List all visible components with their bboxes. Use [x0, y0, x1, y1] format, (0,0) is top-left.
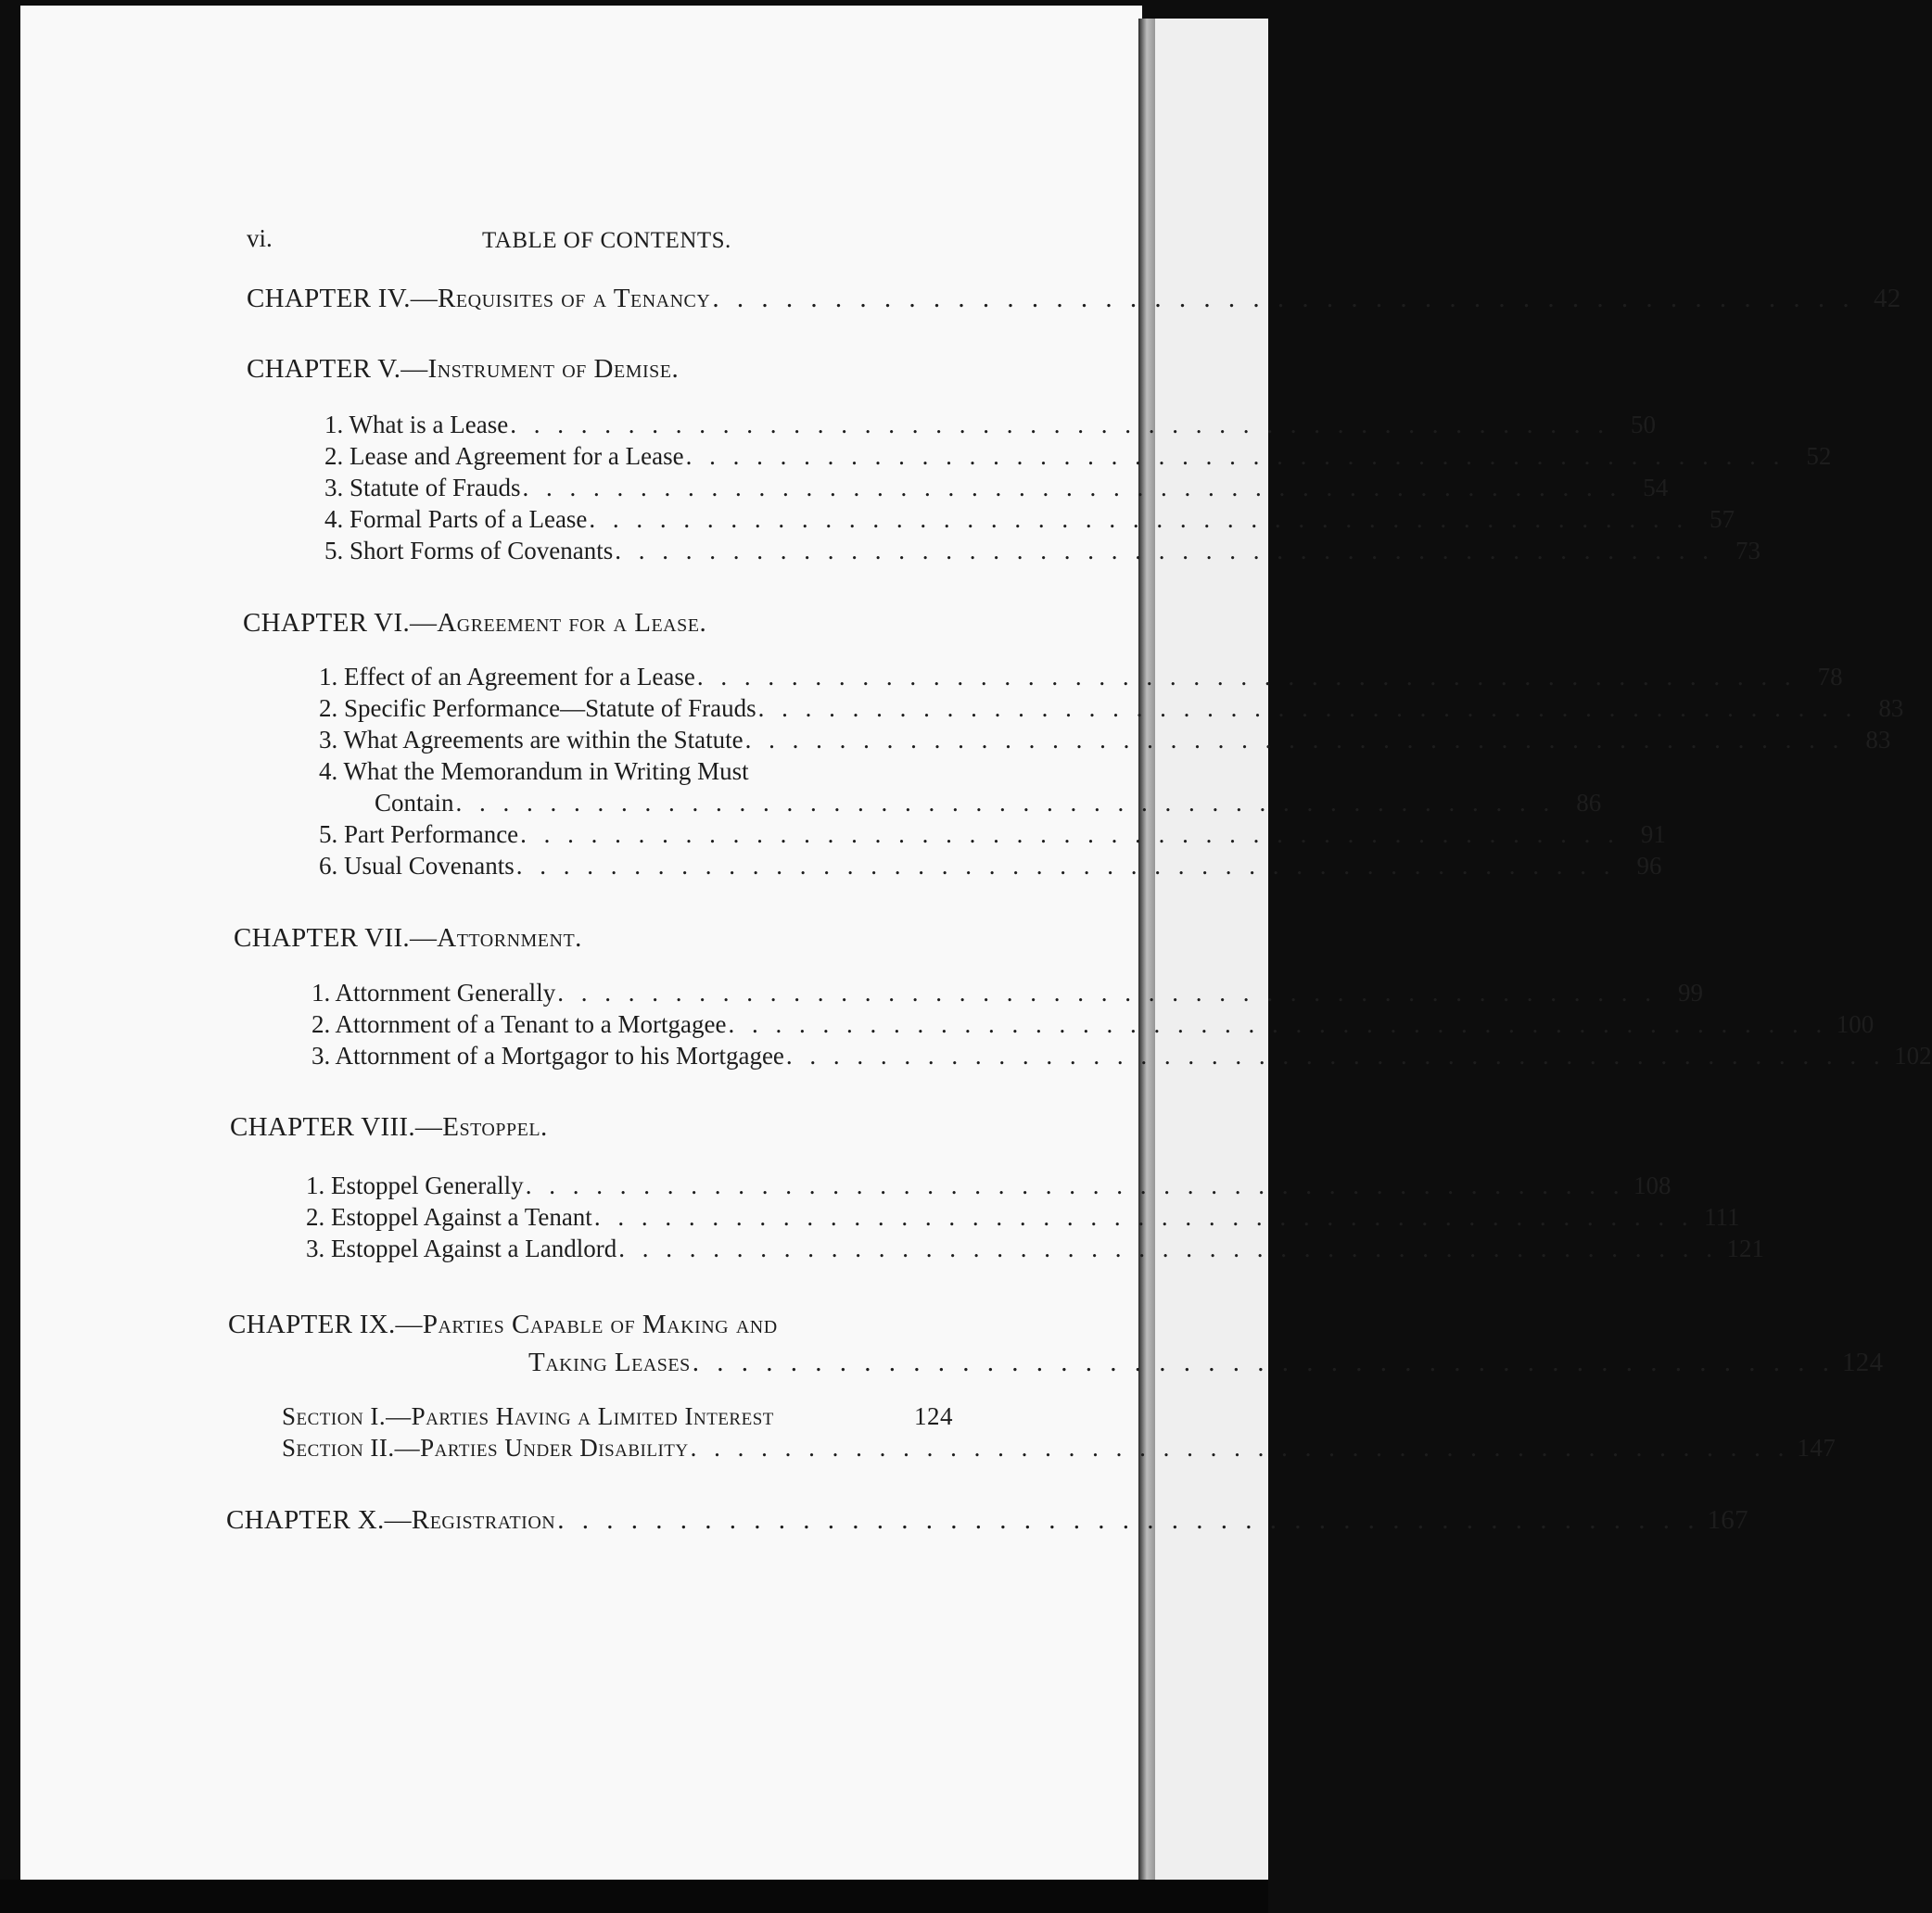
- chapter-label: CHAPTER V.—: [247, 354, 428, 384]
- toc-entry[interactable]: [319, 694, 1904, 723]
- toc-section-entry[interactable]: [282, 1402, 953, 1431]
- dot-leader: . . . . . . . . . . . . . . . . . . . . . . . . . . . . . . . . . . . . . . . . . . . . . . .: [785, 1042, 1886, 1070]
- toc-entry[interactable]: [311, 1010, 1875, 1039]
- page-number: 147: [1797, 1434, 1837, 1462]
- chapter-label: CHAPTER IV.—: [247, 284, 439, 313]
- chapter-title: Instrument of Demise.: [427, 354, 680, 384]
- chapter-title: Requisites of a Tenancy: [438, 284, 711, 313]
- toc-entry-line-2[interactable]: [375, 789, 1602, 817]
- entry-title: Attornment Generally: [335, 979, 556, 1007]
- chapter-vi-heading[interactable]: [243, 608, 706, 639]
- entry-number: 2.: [319, 694, 338, 722]
- dot-leader: . . . . . . . . . . . . . . . . . . . . . . . . . . . . . . . . . . . . . . . . . . . . . . .: [692, 1348, 1835, 1377]
- page-number: 124: [1842, 1348, 1884, 1377]
- chapter-label: CHAPTER VII.—: [234, 923, 438, 953]
- page-number: 124: [914, 1402, 953, 1430]
- page-number: 57: [1710, 505, 1735, 533]
- entry-title: Short Forms of Covenants: [350, 537, 614, 564]
- dot-leader: . . . . . . . . . . . . . . . . . . . . . . . . . . . . . . . . . . . . . . . . . . . . . . .: [712, 284, 1855, 313]
- dot-leader: . . . . . . . . . . . . . . . . . . . . . . . . . . . . . . . . . . . . . . . . . . . . . . .: [615, 537, 1715, 564]
- dot-leader: . . . . . . . . . . . . . . . . . . . . . . . . . . . . . . . . . . . . . . . . . . . . . . .: [557, 979, 1657, 1007]
- page-number: 73: [1735, 537, 1761, 564]
- chapter-label: CHAPTER IX.—: [228, 1310, 423, 1339]
- page-number: 83: [1865, 726, 1891, 754]
- page-number: 83: [1878, 694, 1904, 722]
- section-title: Parties Under Disability: [420, 1434, 689, 1462]
- toc-entry[interactable]: [306, 1172, 1671, 1200]
- toc-entry[interactable]: [319, 663, 1843, 691]
- dot-leader: . . . . . . . . . . . . . . . . . . . . . . . . . . . . . . . . . . . . . . . . . . . . . . .: [455, 789, 1556, 817]
- dot-leader: . . . . . . . . . . . . . . . . . . . . . . . . . . . . . . . . . . . . . . . . . . . . . . .: [690, 1434, 1790, 1462]
- chapter-title: Registration: [411, 1505, 556, 1535]
- page-number: 99: [1677, 979, 1703, 1007]
- entry-number: 1.: [311, 979, 331, 1007]
- entry-title: What is a Lease: [349, 411, 509, 438]
- entry-title: Formal Parts of a Lease: [350, 505, 588, 533]
- running-title: TABLE OF CONTENTS.: [482, 228, 731, 253]
- entry-title: What the Memorandum in Writing Must: [343, 757, 749, 785]
- entry-title: Specific Performance—Statute of Frauds: [344, 694, 756, 722]
- entry-title: Attornment of a Tenant to a Mortgagee: [335, 1010, 727, 1038]
- entry-title: Lease and Agreement for a Lease: [350, 442, 684, 470]
- dot-leader: . . . . . . . . . . . . . . . . . . . . . . . . . . . . . . . . . . . . . . . . . . . . . . .: [525, 1172, 1625, 1199]
- page-number: 54: [1643, 474, 1669, 501]
- entry-title: Attornment of a Mortgagor to his Mortgagee: [335, 1042, 784, 1070]
- chapter-label: CHAPTER X.—: [226, 1505, 412, 1535]
- page-number: 96: [1636, 852, 1662, 880]
- entry-title: Estoppel Against a Landlord: [331, 1235, 617, 1262]
- entry-number: 3.: [306, 1235, 325, 1262]
- dot-leader: . . . . . . . . . . . . . . . . . . . . . . . . . . . . . . . . . . . . . . . . . . . . . . .: [589, 505, 1689, 533]
- toc-chapter-x[interactable]: [226, 1505, 1748, 1536]
- chapter-title: Agreement for a Lease.: [437, 608, 707, 638]
- section-label: Section I.—: [282, 1402, 412, 1430]
- entry-title: Estoppel Against a Tenant: [331, 1203, 592, 1231]
- toc-entry[interactable]: [319, 852, 1662, 880]
- toc-entry[interactable]: [311, 979, 1703, 1007]
- entry-title: Part Performance: [344, 820, 519, 848]
- entry-title: Effect of an Agreement for a Lease: [344, 663, 695, 690]
- entry-number: 1.: [319, 663, 338, 690]
- section-title: Parties Having a Limited Interest: [411, 1402, 774, 1430]
- entry-number: 5.: [324, 537, 344, 564]
- entry-number: 6.: [319, 852, 338, 880]
- toc-chapter-iv[interactable]: [247, 284, 1901, 314]
- page-number: 100: [1836, 1010, 1875, 1038]
- chapter-title: Estoppel.: [442, 1112, 548, 1142]
- dot-leader: . . . . . . . . . . . . . . . . . . . . . . . . . . . . . . . . . . . . . . . . . . . . . . .: [685, 442, 1786, 470]
- page-number: 91: [1640, 820, 1666, 848]
- toc-entry[interactable]: [319, 726, 1891, 754]
- page-number: 52: [1806, 442, 1832, 470]
- dot-leader: . . . . . . . . . . . . . . . . . . . . . . . . . . . . . . . . . . . . . . . . . . . . . . .: [593, 1203, 1694, 1231]
- page-number: 102: [1894, 1042, 1932, 1070]
- entry-number: 3.: [311, 1042, 331, 1070]
- entry-title: Estoppel Generally: [331, 1172, 524, 1199]
- toc-entry[interactable]: [324, 411, 1656, 439]
- dot-leader: . . . . . . . . . . . . . . . . . . . . . . . . . . . . . . . . . . . . . . . . . . . . . . .: [757, 694, 1858, 722]
- entry-number: 3.: [324, 474, 344, 501]
- entry-number: 1.: [324, 411, 344, 438]
- entry-number: 4.: [319, 757, 338, 785]
- chapter-ix-heading-line-2[interactable]: [528, 1348, 1884, 1378]
- toc-section-entry[interactable]: [282, 1434, 1837, 1463]
- dot-leader: . . . . . . . . . . . . . . . . . . . . . . . . . . . . . . . . . . . . . . . . . . . . . . .: [696, 663, 1797, 690]
- chapter-label: CHAPTER VI.—: [243, 608, 438, 638]
- page-number: 42: [1873, 284, 1901, 313]
- toc-entry[interactable]: [306, 1235, 1764, 1263]
- page-number: 50: [1630, 411, 1656, 438]
- page-number: 121: [1726, 1235, 1764, 1262]
- dot-leader: . . . . . . . . . . . . . . . . . . . . . . . . . . . . . . . . . . . . . . . . . . . . . . .: [510, 411, 1609, 438]
- entry-title-continued: Contain: [375, 789, 454, 817]
- dot-leader: . . . . . . . . . . . . . . . . . . . . . . . . . . . . . . . . . . . . . . . . . . . . . . .: [522, 474, 1622, 501]
- entry-title: Usual Covenants: [344, 852, 515, 880]
- dot-leader: . . . . . . . . . . . . . . . . . . . . . . . . . . . . . . . . . . . . . . . . . . . . . . .: [520, 820, 1620, 848]
- page-number: 108: [1633, 1172, 1671, 1199]
- chapter-title: Attornment.: [437, 923, 582, 953]
- entry-number: 2.: [324, 442, 344, 470]
- page-number: 167: [1707, 1505, 1748, 1535]
- dot-leader: . . . . . . . . . . . . . . . . . . . . . . . . . . . . . . . . . . . . . . . . . . . . . . .: [515, 852, 1616, 880]
- toc-entry[interactable]: [319, 820, 1666, 849]
- entry-number: 3.: [319, 726, 338, 754]
- page-number: 86: [1576, 789, 1602, 817]
- entry-number: 2.: [306, 1203, 325, 1231]
- entry-number: 1.: [306, 1172, 325, 1199]
- toc-entry[interactable]: [324, 474, 1669, 502]
- page-number: 78: [1817, 663, 1843, 690]
- toc-entry-line-1[interactable]: [319, 757, 749, 786]
- chapter-ix-heading[interactable]: [228, 1310, 778, 1340]
- section-label: Section II.—: [282, 1434, 421, 1462]
- toc-entry[interactable]: [306, 1203, 1740, 1232]
- toc-entry[interactable]: [324, 537, 1761, 565]
- page-number: 111: [1704, 1203, 1740, 1231]
- entry-number: 5.: [319, 820, 338, 848]
- chapter-title: Parties Capable of Making and: [422, 1310, 778, 1339]
- toc-entry[interactable]: [324, 442, 1832, 471]
- chapter-v-heading[interactable]: [247, 354, 679, 385]
- toc-entry[interactable]: [324, 505, 1735, 534]
- toc-entry[interactable]: [311, 1042, 1932, 1071]
- chapter-label: CHAPTER VIII.—: [230, 1112, 443, 1142]
- entry-number: 4.: [324, 505, 344, 533]
- chapter-title-continued: Taking Leases: [528, 1348, 691, 1377]
- dot-leader: . . . . . . . . . . . . . . . . . . . . . . . . . . . . . . . . . . . . . . . . . . . . . . .: [728, 1010, 1828, 1038]
- page-folio: vi.: [247, 224, 273, 252]
- chapter-viii-heading[interactable]: [230, 1112, 548, 1143]
- dot-leader: . . . . . . . . . . . . . . . . . . . . . . . . . . . . . . . . . . . . . . . . . . . . . . .: [557, 1505, 1700, 1535]
- dot-leader: . . . . . . . . . . . . . . . . . . . . . . . . . . . . . . . . . . . . . . . . . . . . . . .: [744, 726, 1845, 754]
- chapter-vii-heading[interactable]: [234, 923, 582, 954]
- dot-leader: . . . . . . . . . . . . . . . . . . . . . . . . . . . . . . . . . . . . . . . . . . . . . . .: [618, 1235, 1718, 1262]
- entry-title: Statute of Frauds: [350, 474, 521, 501]
- entry-title: What Agreements are within the Statute: [343, 726, 744, 754]
- entry-number: 2.: [311, 1010, 331, 1038]
